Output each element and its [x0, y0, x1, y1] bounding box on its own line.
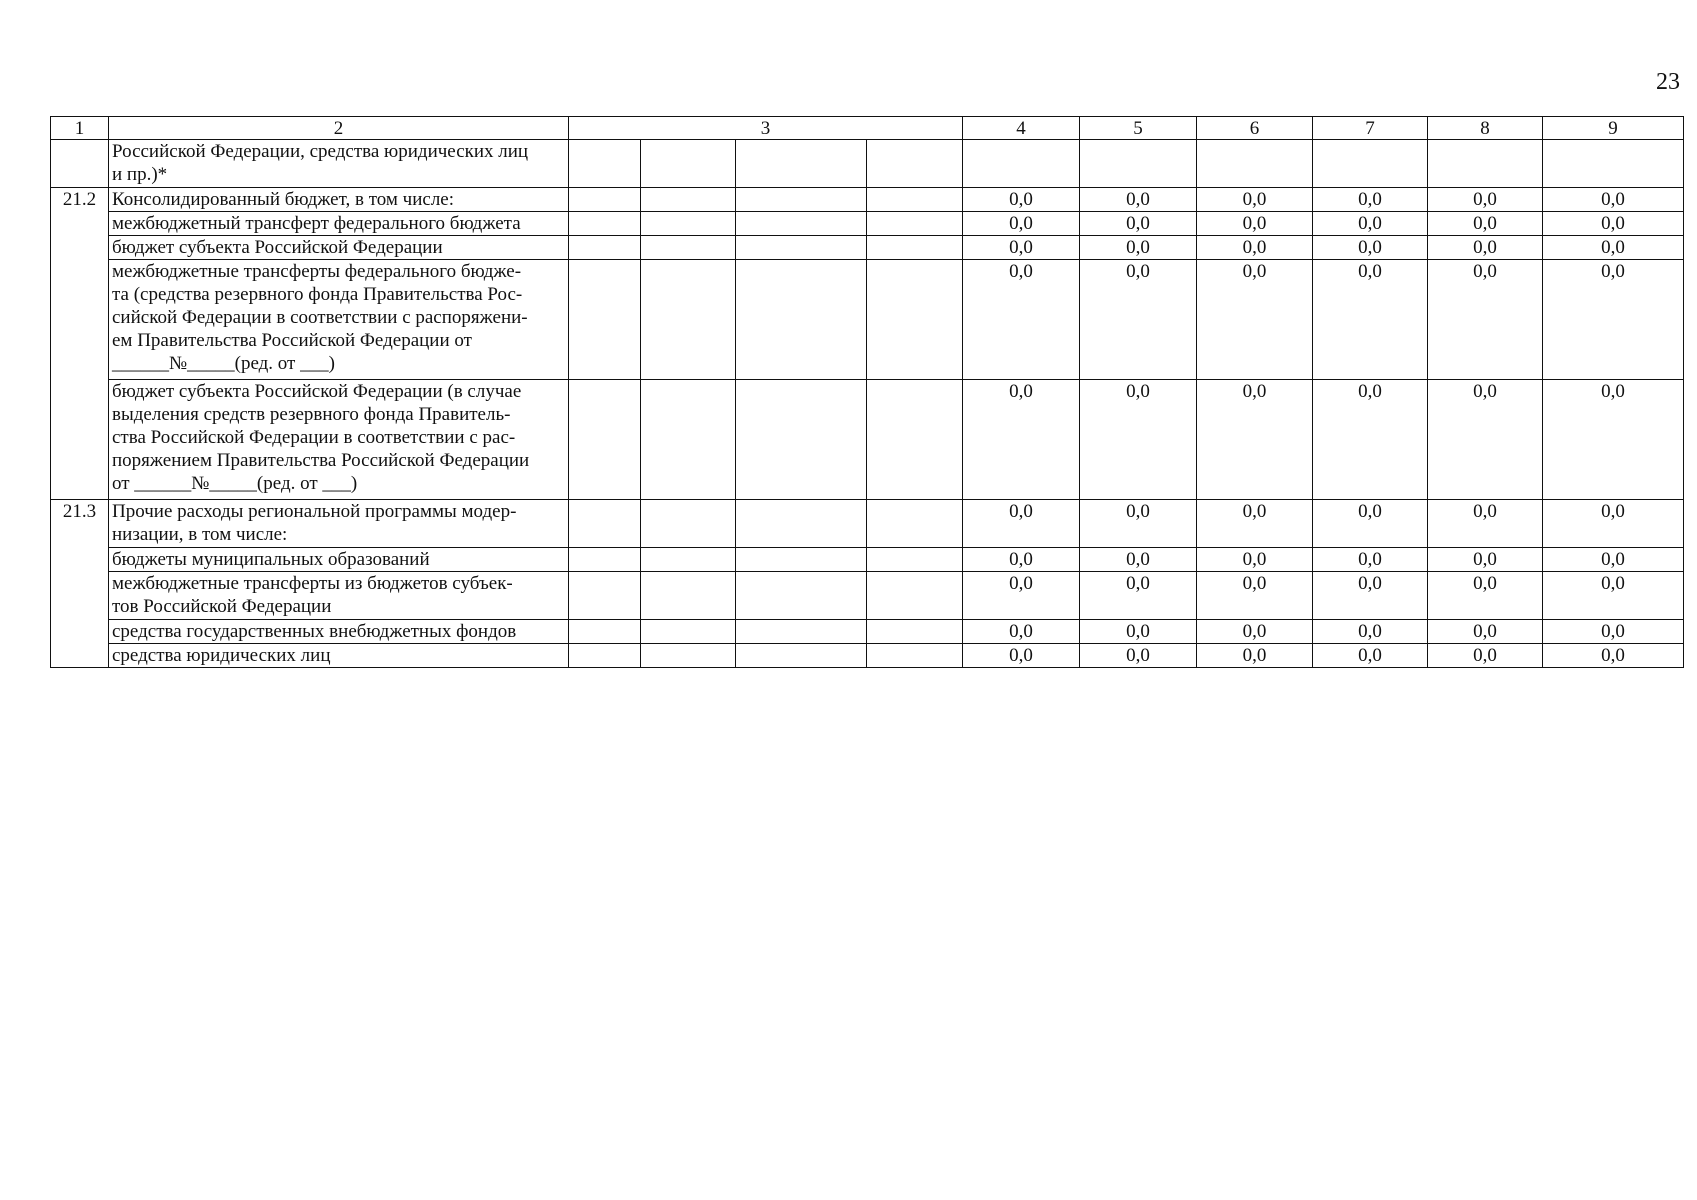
value-cell-col-8: 0,0: [1428, 644, 1543, 668]
column-header-1: 1: [51, 117, 109, 140]
value-cell-col-7: 0,0: [1313, 500, 1428, 548]
row-description-cell: [109, 644, 569, 668]
value-cell-col-4: 0,0: [963, 212, 1080, 236]
description-line: межбюджетные трансферты из бюджетов субъек-: [112, 573, 513, 594]
value-cell-col-9: 0,0: [1543, 620, 1684, 644]
column-3-subcell: [641, 500, 736, 548]
row-number-cell: 21.2: [51, 188, 109, 500]
column-3-subcell: [867, 260, 963, 380]
description-line: и пр.)*: [112, 164, 168, 185]
description-line: средства государственных внебюджетных фондов: [112, 621, 517, 642]
column-3-subcell: [641, 380, 736, 500]
column-3-subcell: [569, 260, 641, 380]
column-3-subcell: [736, 140, 867, 188]
page-number: 23: [1656, 69, 1680, 95]
column-3-subcell: [867, 644, 963, 668]
value-cell-col-6: 0,0: [1197, 620, 1313, 644]
value-cell-col-6: 0,0: [1197, 260, 1313, 380]
table-row: [51, 572, 1684, 620]
table-row: [51, 236, 1684, 260]
description-line: сийской Федерации в соответствии с распоряжени-: [112, 307, 528, 328]
row-description-cell: [109, 212, 569, 236]
table-row: [51, 644, 1684, 668]
description-line: поряжением Правительства Российской Федерации: [112, 450, 530, 471]
value-cell-col-8: [1428, 140, 1543, 188]
row-description-cell: [109, 236, 569, 260]
value-cell-col-8: 0,0: [1428, 260, 1543, 380]
value-cell-col-9: 0,0: [1543, 236, 1684, 260]
value-cell-col-5: 0,0: [1080, 572, 1197, 620]
value-cell-col-4: 0,0: [963, 236, 1080, 260]
value-cell-col-9: 0,0: [1543, 644, 1684, 668]
column-3-subcell: [736, 236, 867, 260]
column-3-subcell: [867, 620, 963, 644]
column-3-subcell: [569, 500, 641, 548]
value-cell-col-8: 0,0: [1428, 500, 1543, 548]
value-cell-col-7: 0,0: [1313, 212, 1428, 236]
column-3-subcell: [736, 260, 867, 380]
row-description-cell: [109, 188, 569, 212]
column-3-subcell: [569, 188, 641, 212]
value-cell-col-4: 0,0: [963, 188, 1080, 212]
value-cell-col-9: 0,0: [1543, 548, 1684, 572]
value-cell-col-7: 0,0: [1313, 548, 1428, 572]
column-3-subcell: [641, 236, 736, 260]
column-3-subcell: [736, 644, 867, 668]
column-3-subcell: [867, 140, 963, 188]
value-cell-col-5: 0,0: [1080, 548, 1197, 572]
value-cell-col-5: 0,0: [1080, 212, 1197, 236]
description-line: Консолидированный бюджет, в том числе:: [112, 189, 455, 210]
column-header-4: 4: [963, 117, 1080, 140]
value-cell-col-8: 0,0: [1428, 620, 1543, 644]
value-cell-col-4: 0,0: [963, 620, 1080, 644]
value-cell-col-9: 0,0: [1543, 500, 1684, 548]
table-row: [51, 260, 1684, 380]
table-row: [51, 140, 1684, 188]
value-cell-col-6: 0,0: [1197, 644, 1313, 668]
description-line: Российской Федерации, средства юридических лиц: [112, 141, 529, 162]
description-line: ем Правительства Российской Федерации от: [112, 330, 472, 351]
description-line: та (средства резервного фонда Правительства Рос-: [112, 284, 523, 305]
column-3-subcell: [867, 548, 963, 572]
description-line: ______№_____(ред. от ___): [112, 353, 335, 374]
value-cell-col-8: 0,0: [1428, 188, 1543, 212]
value-cell-col-5: [1080, 140, 1197, 188]
column-header-5: 5: [1080, 117, 1197, 140]
value-cell-col-8: 0,0: [1428, 380, 1543, 500]
column-3-subcell: [867, 212, 963, 236]
value-cell-col-9: [1543, 140, 1684, 188]
value-cell-col-4: 0,0: [963, 500, 1080, 548]
value-cell-col-9: 0,0: [1543, 188, 1684, 212]
column-3-subcell: [641, 548, 736, 572]
column-3-subcell: [569, 572, 641, 620]
column-3-subcell: [641, 620, 736, 644]
description-line: бюджет субъекта Российской Федерации: [112, 237, 443, 258]
value-cell-col-7: 0,0: [1313, 644, 1428, 668]
column-3-subcell: [736, 500, 867, 548]
value-cell-col-7: 0,0: [1313, 260, 1428, 380]
description-line: низации, в том числе:: [112, 524, 288, 545]
value-cell-col-4: 0,0: [963, 548, 1080, 572]
column-header-3: 3: [569, 117, 963, 140]
column-header-2: 2: [109, 117, 569, 140]
column-3-subcell: [736, 188, 867, 212]
value-cell-col-8: 0,0: [1428, 572, 1543, 620]
column-3-subcell: [736, 380, 867, 500]
column-3-subcell: [641, 572, 736, 620]
column-3-subcell: [867, 236, 963, 260]
column-3-subcell: [867, 500, 963, 548]
value-cell-col-4: 0,0: [963, 380, 1080, 500]
value-cell-col-9: 0,0: [1543, 380, 1684, 500]
value-cell-col-9: 0,0: [1543, 572, 1684, 620]
value-cell-col-5: 0,0: [1080, 500, 1197, 548]
table-row: [51, 380, 1684, 500]
value-cell-col-7: 0,0: [1313, 380, 1428, 500]
column-3-subcell: [641, 260, 736, 380]
row-description-cell: [109, 380, 569, 500]
table-row: [51, 548, 1684, 572]
value-cell-col-7: 0,0: [1313, 620, 1428, 644]
description-line: тов Российской Федерации: [112, 596, 332, 617]
value-cell-col-5: 0,0: [1080, 260, 1197, 380]
table-row: [51, 500, 1684, 548]
row-description-cell: [109, 260, 569, 380]
value-cell-col-7: 0,0: [1313, 188, 1428, 212]
description-line: ства Российской Федерации в соответствии с рас-: [112, 427, 516, 448]
value-cell-col-6: 0,0: [1197, 548, 1313, 572]
column-3-subcell: [569, 380, 641, 500]
value-cell-col-8: 0,0: [1428, 548, 1543, 572]
column-header-8: 8: [1428, 117, 1543, 140]
description-line: Прочие расходы региональной программы модер-: [112, 501, 517, 522]
column-3-subcell: [736, 212, 867, 236]
value-cell-col-7: 0,0: [1313, 236, 1428, 260]
column-3-subcell: [569, 620, 641, 644]
value-cell-col-4: 0,0: [963, 260, 1080, 380]
value-cell-col-4: 0,0: [963, 572, 1080, 620]
description-line: от ______№_____(ред. от ___): [112, 473, 358, 494]
value-cell-col-5: 0,0: [1080, 188, 1197, 212]
value-cell-col-4: 0,0: [963, 644, 1080, 668]
table-row: [51, 620, 1684, 644]
column-header-6: 6: [1197, 117, 1313, 140]
value-cell-col-9: 0,0: [1543, 212, 1684, 236]
column-3-subcell: [736, 548, 867, 572]
value-cell-col-6: 0,0: [1197, 188, 1313, 212]
value-cell-col-8: 0,0: [1428, 236, 1543, 260]
column-3-subcell: [736, 572, 867, 620]
row-description-cell: [109, 572, 569, 620]
header-row: [51, 117, 1684, 140]
column-3-subcell: [569, 236, 641, 260]
value-cell-col-7: 0,0: [1313, 572, 1428, 620]
column-3-subcell: [736, 620, 867, 644]
column-3-subcell: [867, 572, 963, 620]
column-3-subcell: [641, 140, 736, 188]
value-cell-col-5: 0,0: [1080, 620, 1197, 644]
row-description-cell: [109, 548, 569, 572]
value-cell-col-5: 0,0: [1080, 236, 1197, 260]
table-row: [51, 188, 1684, 212]
column-3-subcell: [641, 212, 736, 236]
column-3-subcell: [569, 644, 641, 668]
table-row: [51, 212, 1684, 236]
value-cell-col-8: 0,0: [1428, 212, 1543, 236]
row-number-cell: 21.3: [51, 500, 109, 668]
value-cell-col-6: 0,0: [1197, 500, 1313, 548]
column-3-subcell: [569, 548, 641, 572]
column-3-subcell: [867, 188, 963, 212]
value-cell-col-9: 0,0: [1543, 260, 1684, 380]
description-line: бюджет субъекта Российской Федерации (в случае: [112, 381, 522, 402]
column-3-subcell: [569, 212, 641, 236]
value-cell-col-5: 0,0: [1080, 644, 1197, 668]
column-header-7: 7: [1313, 117, 1428, 140]
value-cell-col-6: 0,0: [1197, 572, 1313, 620]
description-line: бюджеты муниципальных образований: [112, 549, 430, 570]
value-cell-col-6: [1197, 140, 1313, 188]
column-3-subcell: [641, 644, 736, 668]
column-3-subcell: [867, 380, 963, 500]
row-description-cell: [109, 620, 569, 644]
row-description-cell: [109, 500, 569, 548]
column-3-subcell: [569, 140, 641, 188]
description-line: средства юридических лиц: [112, 645, 331, 666]
column-3-subcell: [641, 188, 736, 212]
value-cell-col-5: 0,0: [1080, 380, 1197, 500]
column-header-9: 9: [1543, 117, 1684, 140]
value-cell-col-6: 0,0: [1197, 380, 1313, 500]
description-line: выделения средств резервного фонда Правитель-: [112, 404, 511, 425]
description-line: межбюджетные трансферты федерального бюдже-: [112, 261, 522, 282]
table-body: [51, 140, 1684, 668]
budget-table: [50, 116, 1684, 668]
value-cell-col-6: 0,0: [1197, 212, 1313, 236]
description-line: межбюджетный трансферт федерального бюджета: [112, 213, 521, 234]
row-number-cell: [51, 140, 109, 188]
value-cell-col-6: 0,0: [1197, 236, 1313, 260]
row-description-cell: [109, 140, 569, 188]
value-cell-col-4: [963, 140, 1080, 188]
value-cell-col-7: [1313, 140, 1428, 188]
